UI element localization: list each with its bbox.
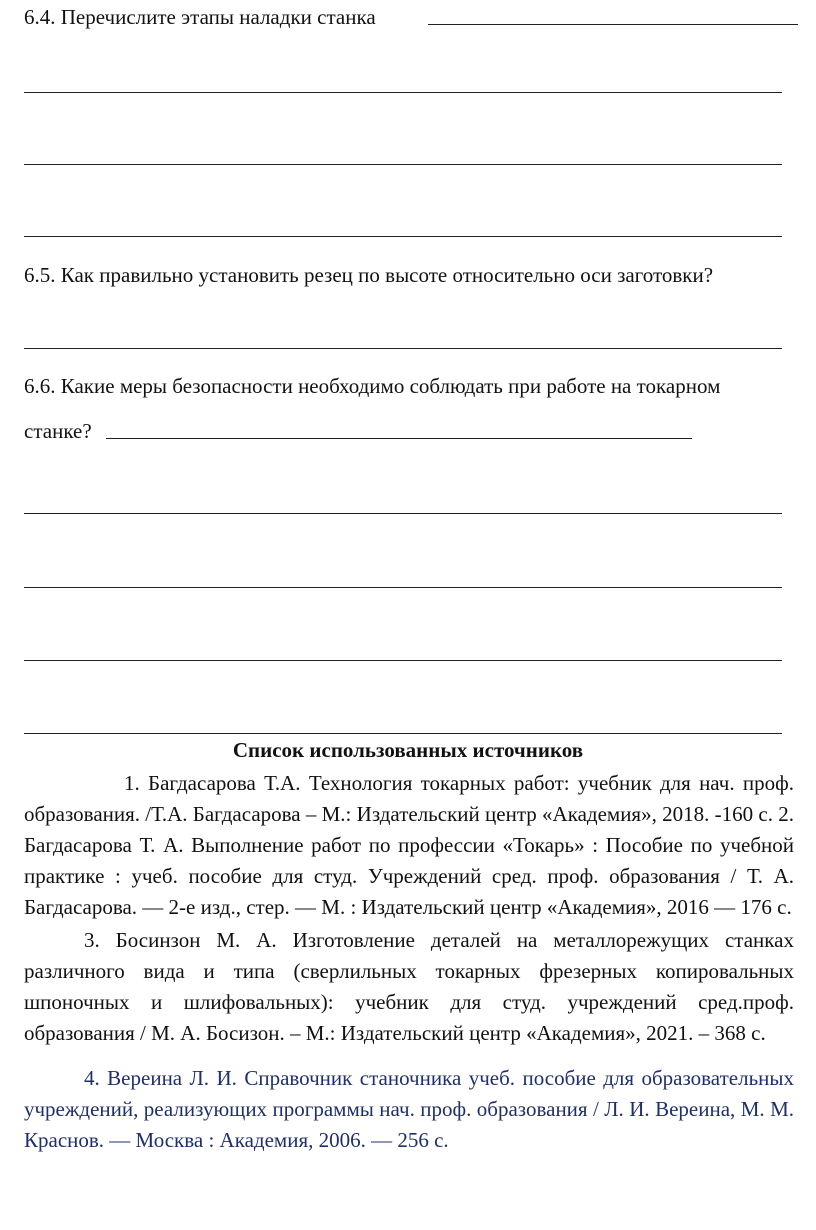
answer-line-6-6-inline[interactable] [106,420,692,439]
answer-line[interactable] [24,348,782,349]
reference-4: 4. Вереина Л. И. Справочник станочника учеб. пособие для образовательных учреждений, реализующих программы нач. проф. образования / Л. И. Вереина, М. М. Краснов. — Москва : Академия, 2006. — 256 с. [24,1066,794,1152]
answer-line[interactable] [24,164,782,165]
question-6-6-line2: станке? [24,419,92,443]
answer-line[interactable] [24,236,782,237]
answer-line[interactable] [24,513,782,514]
answer-line[interactable] [24,660,782,661]
question-6-4 [24,4,376,30]
answer-line[interactable] [24,92,782,93]
references-title: Список использованных источников [232,738,584,762]
reference-1-2: 1. Багдасарова Т.А. Технология токарных работ: учебник для нач. проф. образования. /Т.А. Багдасарова – М.: Издательский центр «Академия», 2018. -160 с. 2. Багдасарова Т. А. Выполнение работ по профессии «Токарь» : Пособие по учебной практике : учеб. пособие для студ. Учреждений сред. проф. образования / Т. А. Багдасарова. — 2-е изд., стер. — М. : Издательский центр «Академия», 2016 — 176 с. [24,771,794,919]
references-list [24,768,794,1156]
question-6-5 [24,262,713,288]
answer-line-6-4-inline[interactable] [428,8,798,25]
answer-line[interactable] [24,587,782,588]
answer-line[interactable] [24,733,782,734]
question-6-5-text: 6.5. Как правильно установить резец по высоте относительно оси заготовки? [24,263,714,287]
question-6-6-line1: 6.6. Какие меры безопасности необходимо соблюдать при работе на токарном [24,374,721,398]
reference-3: 3. Босинзон М. А. Изготовление деталей на металлорежущих станках различного вида и типа (сверлильных токарных фрезерных копировальных шпоночных и шлифовальных): учебник для студ. учреждений сред.проф. образования / М. А. Босизон. – М.: Издательский центр «Академия», 2021. – 368 с. [24,928,794,1045]
question-6-4-text: 6.4. Перечислите этапы наладки станка [24,5,376,29]
